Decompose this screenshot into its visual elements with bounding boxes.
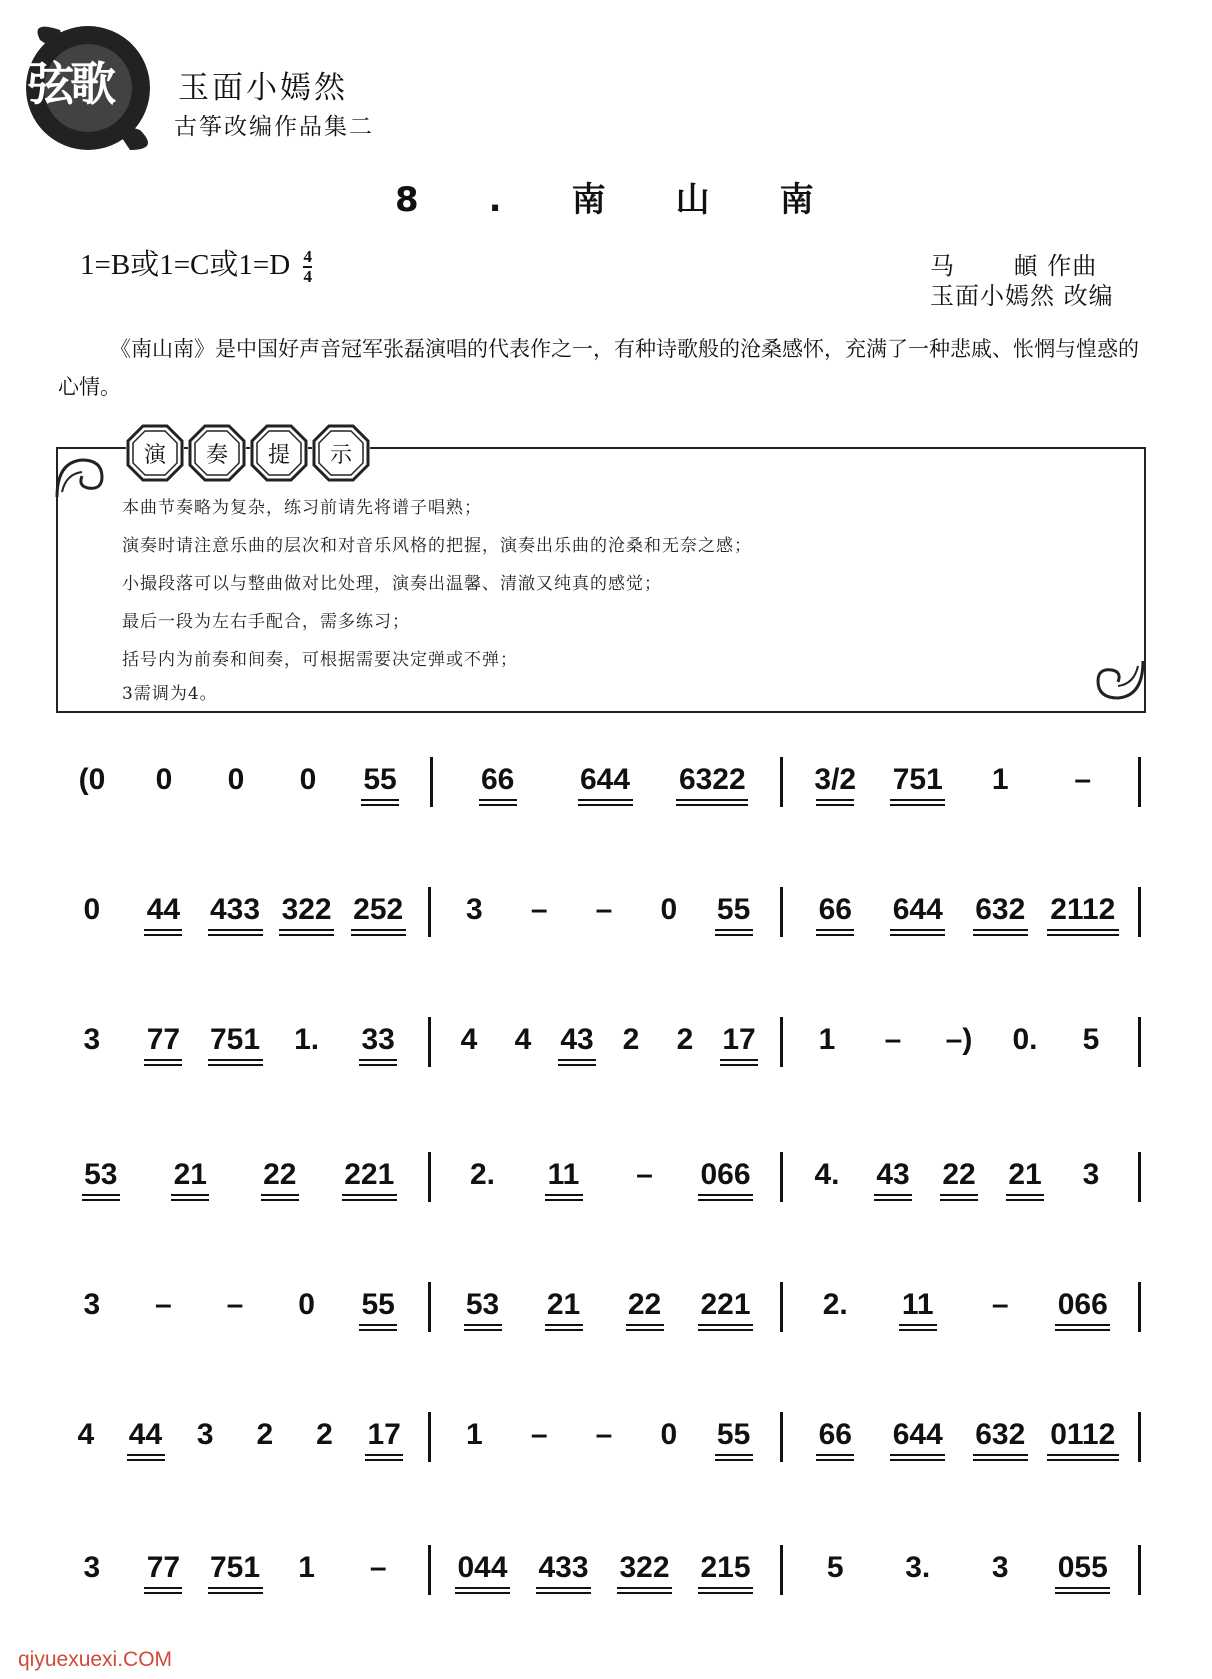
note-group: 0112 — [1050, 1418, 1116, 1451]
note-group: 2 — [256, 1418, 274, 1451]
tip-line: 本曲节奏略为复杂，练习前请先将谱子唱熟； — [122, 498, 482, 518]
beam-line — [361, 804, 399, 806]
note-group: 43 — [876, 1158, 910, 1191]
note-group: 43 — [560, 1023, 594, 1056]
note-group: 66 — [480, 763, 515, 796]
beam-line — [261, 1194, 299, 1196]
note-group: – — [226, 1288, 244, 1321]
note-group: – — [369, 1551, 387, 1584]
barline — [780, 1545, 783, 1595]
barline — [428, 1152, 431, 1202]
note-group: 644 — [579, 763, 631, 796]
beam-line — [720, 1064, 758, 1066]
note-group: 3. — [905, 1551, 931, 1584]
beam-line — [626, 1324, 664, 1326]
barline — [428, 1017, 431, 1067]
note-group: 3 — [83, 1551, 101, 1584]
note-group: – — [884, 1023, 902, 1056]
barline — [780, 757, 783, 807]
note-group: 644 — [892, 893, 943, 926]
beam-line — [279, 929, 334, 931]
beam-line — [545, 1194, 583, 1196]
note-group: 3 — [83, 1288, 101, 1321]
note-group: 22 — [627, 1288, 662, 1321]
note-group: 2 — [316, 1418, 333, 1451]
beam-line — [1006, 1194, 1044, 1196]
beam-line — [359, 1064, 397, 1066]
note-group: 1 — [991, 763, 1009, 796]
song-title: 8.南山南 — [395, 180, 884, 220]
beam-line — [617, 1592, 672, 1594]
beam-line — [342, 1199, 397, 1201]
beam-line — [973, 1454, 1028, 1456]
barline — [780, 1282, 783, 1332]
note-group: 0 — [227, 763, 245, 796]
beam-line — [1047, 1459, 1119, 1461]
note-group: 33 — [361, 1023, 395, 1056]
barline — [1138, 1412, 1141, 1462]
note-group: 751 — [209, 1023, 261, 1056]
note-group: 644 — [892, 1418, 943, 1451]
barline — [1138, 1152, 1141, 1202]
note-group: 5 — [1082, 1023, 1100, 1056]
beam-line — [816, 934, 854, 936]
beam-line — [698, 1587, 753, 1589]
beam-line — [890, 804, 945, 806]
beam-line — [698, 1329, 753, 1331]
beam-line — [464, 1329, 502, 1331]
note-group: 3 — [1082, 1158, 1100, 1191]
tips-badge-label: 提 — [267, 443, 290, 468]
barline — [1138, 1545, 1141, 1595]
beam-line — [890, 934, 945, 936]
beam-line — [361, 799, 399, 801]
note-group: – — [991, 1288, 1009, 1321]
beam-line — [578, 804, 633, 806]
note-group: 2 — [676, 1023, 694, 1056]
beam-line — [1055, 1587, 1110, 1589]
beam-line — [144, 1064, 182, 1066]
beam-line — [558, 1059, 596, 1061]
beam-line — [359, 1059, 397, 1061]
beam-line — [874, 1194, 912, 1196]
barline — [780, 1017, 783, 1067]
beam-line — [536, 1592, 591, 1594]
beam-line — [455, 1592, 510, 1594]
tips-badge-2 — [188, 424, 246, 482]
note-group: – — [1074, 763, 1092, 796]
note-group: 2. — [469, 1158, 496, 1191]
note-group: – — [530, 1418, 548, 1451]
note-group: 055 — [1057, 1551, 1108, 1584]
beam-line — [545, 1324, 583, 1326]
arranger-credit: 玉面小嫣然 改编 — [930, 282, 1114, 310]
barline — [428, 1412, 431, 1462]
note-group: 3/2 — [814, 763, 857, 796]
beam-line — [720, 1059, 758, 1061]
beam-line — [342, 1194, 397, 1196]
ornament-left-icon — [52, 452, 112, 506]
beam-line — [715, 1454, 753, 1456]
note-group: 53 — [84, 1158, 118, 1191]
note-group: 632 — [975, 893, 1026, 926]
note-group: 6322 — [678, 763, 746, 796]
beam-line — [698, 1324, 753, 1326]
beam-line — [816, 799, 854, 801]
note-group: 751 — [892, 763, 943, 796]
note-group: 751 — [209, 1551, 261, 1584]
beam-line — [365, 1454, 403, 1456]
note-group: 0 — [298, 1288, 315, 1321]
note-group: 0 — [660, 1418, 678, 1451]
beam-line — [127, 1454, 165, 1456]
tips-badge-label: 演 — [143, 443, 166, 468]
beam-line — [558, 1064, 596, 1066]
intro-paragraph: 《南山南》是中国好声音冠军张磊演唱的代表作之一，有种诗歌般的沧桑感怀，充满了一种悲戚、怅惘与惶惑的心情。 — [58, 337, 1139, 399]
beam-line — [279, 934, 334, 936]
tip-line: 最后一段为左右手配合，需多练习； — [122, 612, 410, 632]
note-group: 55 — [716, 893, 751, 926]
beam-line — [455, 1587, 510, 1589]
note-group: 22 — [263, 1158, 297, 1191]
beam-line — [1047, 1454, 1119, 1456]
note-group: 4 — [460, 1023, 478, 1056]
beam-line — [816, 804, 854, 806]
tip-line: 小撮段落可以与整曲做对比处理，演奏出温馨、清澈又纯真的感觉； — [122, 574, 662, 594]
beam-line — [1006, 1199, 1044, 1201]
barline — [780, 1412, 783, 1462]
note-group: 21 — [546, 1288, 581, 1321]
note-group: 44 — [128, 1418, 163, 1451]
beam-line — [82, 1194, 120, 1196]
note-group: 2. — [822, 1288, 848, 1321]
barline — [780, 887, 783, 937]
note-group: 21 — [173, 1158, 207, 1191]
beam-line — [899, 1329, 937, 1331]
key-signature-text: 1=B或1=C或1=D — [80, 249, 291, 281]
note-group: 1 — [818, 1023, 836, 1056]
note-group: 066 — [700, 1158, 751, 1191]
barline — [1138, 757, 1141, 807]
beam-line — [1047, 929, 1119, 931]
note-group: – — [636, 1158, 653, 1191]
note-group: 322 — [281, 893, 332, 926]
note-group: 3 — [83, 1023, 101, 1056]
beam-line — [144, 1592, 182, 1594]
barline — [428, 887, 431, 937]
barline — [428, 1282, 431, 1332]
beam-line — [1047, 934, 1119, 936]
time-numerator: 4 — [303, 247, 312, 267]
note-group: 5 — [826, 1551, 844, 1584]
barline — [1138, 1017, 1141, 1067]
note-group: 3 — [196, 1418, 214, 1451]
beam-line — [1055, 1324, 1110, 1326]
note-group: 221 — [344, 1158, 395, 1191]
tips-badge-label: 示 — [329, 443, 352, 468]
note-group: 55 — [716, 1418, 751, 1451]
beam-line — [208, 1059, 263, 1061]
beam-line — [890, 799, 945, 801]
note-group: 044 — [457, 1551, 508, 1584]
note-group: 0 — [660, 893, 678, 926]
beam-line — [208, 1587, 263, 1589]
beam-line — [208, 1064, 263, 1066]
note-group: 66 — [818, 1418, 852, 1451]
note-group: 44 — [146, 893, 181, 926]
beam-line — [545, 1329, 583, 1331]
beam-line — [578, 799, 633, 801]
beam-line — [144, 1587, 182, 1589]
tips-badge-4 — [312, 424, 370, 482]
note-group: 0 — [299, 763, 317, 796]
beam-line — [973, 929, 1028, 931]
tips-badge-1 — [126, 424, 184, 482]
note-group: 066 — [1057, 1288, 1108, 1321]
beam-line — [208, 934, 263, 936]
note-group: 632 — [975, 1418, 1026, 1451]
beam-line — [816, 1454, 854, 1456]
composer-credit: 马 頔 作曲 — [930, 252, 1098, 280]
note-group: 3 — [466, 893, 483, 926]
beam-line — [208, 929, 263, 931]
beam-line — [940, 1194, 978, 1196]
beam-line — [351, 929, 406, 931]
note-group: 4 — [514, 1023, 532, 1056]
tips-badge-3 — [250, 424, 308, 482]
note-group: 17 — [367, 1418, 401, 1451]
tip-line: 演奏时请注意乐曲的层次和对音乐风格的把握，演奏出乐曲的沧桑和无奈之感； — [122, 536, 752, 556]
logo-text: 弦歌 — [28, 57, 112, 111]
beam-line — [536, 1587, 591, 1589]
beam-line — [890, 1459, 945, 1461]
note-group: 21 — [1008, 1158, 1042, 1191]
beam-line — [365, 1459, 403, 1461]
note-group: 3 — [991, 1551, 1009, 1584]
barline — [1138, 1282, 1141, 1332]
beam-line — [171, 1199, 209, 1201]
note-group: – — [595, 893, 613, 926]
note-group: 0 — [83, 893, 101, 926]
beam-line — [715, 1459, 753, 1461]
note-group: 55 — [363, 763, 397, 796]
note-group: 252 — [353, 893, 404, 926]
note-group: 77 — [146, 1551, 181, 1584]
barline — [780, 1152, 783, 1202]
beam-line — [899, 1324, 937, 1326]
beam-line — [1055, 1592, 1110, 1594]
beam-line — [464, 1324, 502, 1326]
note-group: 221 — [700, 1288, 751, 1321]
tips-badge-label: 奏 — [205, 443, 228, 468]
beam-line — [715, 934, 753, 936]
note-group: 1 — [298, 1551, 315, 1584]
beam-line — [208, 1592, 263, 1594]
beam-line — [261, 1199, 299, 1201]
note-group: 2 — [622, 1023, 640, 1056]
tip-line: 括号内为前奏和间奏，可根据需要决定弹或不弹； — [122, 650, 518, 670]
note-group: 1 — [466, 1418, 483, 1451]
note-group: – — [595, 1418, 613, 1451]
beam-line — [617, 1587, 672, 1589]
note-group: 0 — [155, 763, 173, 796]
beam-line — [82, 1199, 120, 1201]
watermark: qiyuexuexi.COM — [18, 1648, 173, 1671]
beam-line — [973, 1459, 1028, 1461]
time-signature — [303, 248, 312, 286]
beam-line — [144, 934, 182, 936]
beam-line — [890, 1454, 945, 1456]
tip-line: 3需调为4。 — [122, 684, 218, 704]
beam-line — [479, 799, 517, 801]
note-group: 17 — [722, 1023, 756, 1056]
beam-line — [351, 934, 406, 936]
beam-line — [973, 934, 1028, 936]
beam-line — [144, 1059, 182, 1061]
note-group: 433 — [538, 1551, 589, 1584]
beam-line — [626, 1329, 664, 1331]
note-group: 0. — [1012, 1023, 1038, 1056]
beam-line — [1055, 1329, 1110, 1331]
time-denominator: 4 — [303, 267, 312, 287]
note-group: 4 — [77, 1418, 95, 1451]
note-group: 77 — [146, 1023, 181, 1056]
beam-line — [816, 929, 854, 931]
beam-line — [890, 929, 945, 931]
note-group: 55 — [361, 1288, 395, 1321]
note-group: 322 — [619, 1551, 670, 1584]
note-group: 66 — [818, 893, 852, 926]
beam-line — [874, 1199, 912, 1201]
ornament-right-icon — [1088, 656, 1148, 710]
note-group: 433 — [209, 893, 261, 926]
beam-line — [676, 799, 748, 801]
note-group: 11 — [547, 1158, 580, 1191]
beam-line — [545, 1199, 583, 1201]
beam-line — [816, 1459, 854, 1461]
note-group: 215 — [700, 1551, 751, 1584]
book-title: 玉面小嫣然 — [178, 70, 348, 106]
beam-line — [359, 1324, 397, 1326]
note-group: – — [530, 893, 548, 926]
note-group: 11 — [901, 1288, 934, 1321]
beam-line — [127, 1459, 165, 1461]
barline — [1138, 887, 1141, 937]
book-logo — [0, 0, 170, 170]
note-group: –) — [945, 1023, 973, 1056]
key-signature — [80, 242, 312, 286]
beam-line — [171, 1194, 209, 1196]
note-group: 2112 — [1050, 893, 1116, 926]
beam-line — [715, 929, 753, 931]
book-subtitle: 古筝改编作品集二 — [174, 114, 374, 140]
note-group: 53 — [465, 1288, 500, 1321]
note-group: (0 — [78, 763, 106, 796]
beam-line — [940, 1199, 978, 1201]
note-group: 4. — [814, 1158, 840, 1191]
note-group: 1. — [294, 1023, 320, 1056]
beam-line — [144, 929, 182, 931]
beam-line — [479, 804, 517, 806]
beam-line — [676, 804, 748, 806]
barline — [428, 1545, 431, 1595]
note-group: – — [155, 1288, 172, 1321]
beam-line — [698, 1199, 753, 1201]
barline — [430, 757, 433, 807]
beam-line — [359, 1329, 397, 1331]
beam-line — [698, 1194, 753, 1196]
beam-line — [698, 1592, 753, 1594]
note-group: 22 — [942, 1158, 976, 1191]
